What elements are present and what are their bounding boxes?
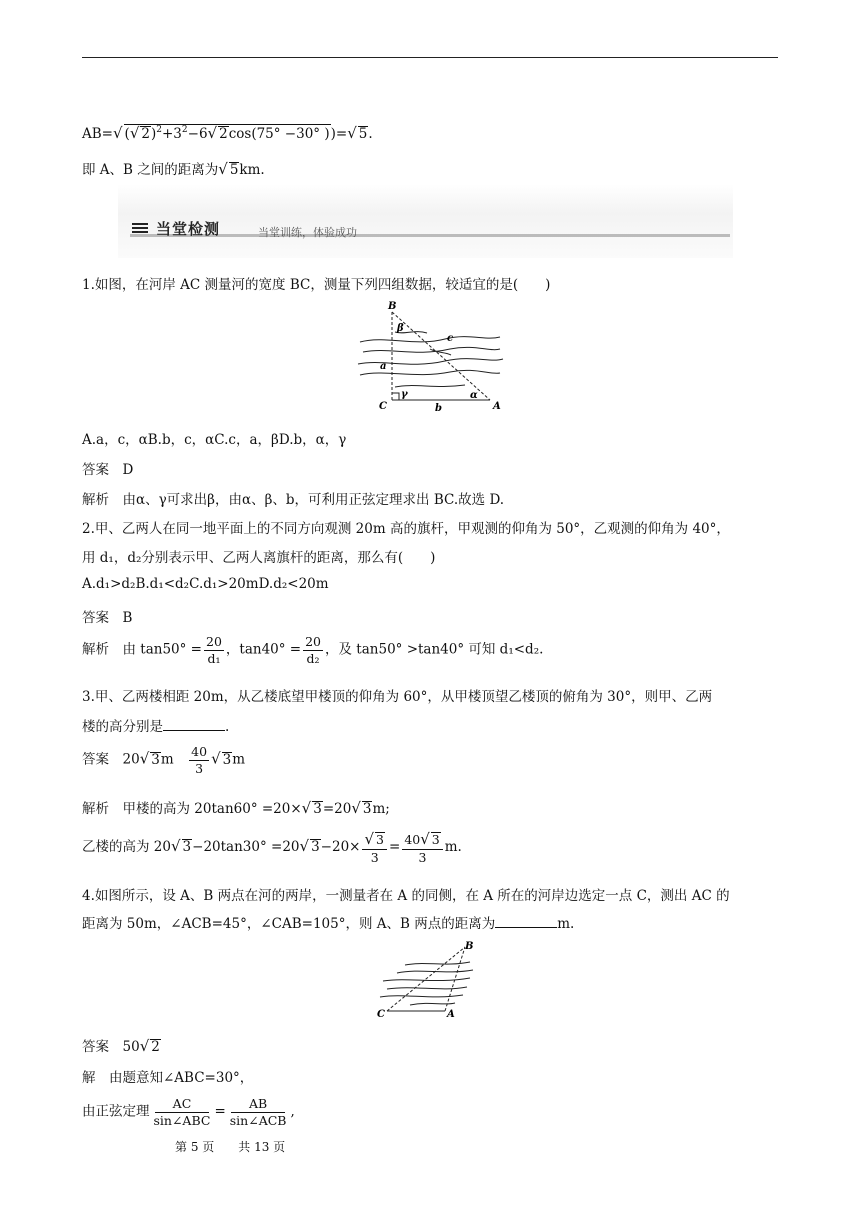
section-banner bbox=[118, 184, 733, 258]
q4-text-line2: 距离为 50m，∠ACB=45°，∠CAB=105°，则 A、B 两点的距离为 m. bbox=[82, 916, 575, 932]
q2-analysis: 解析 由 tan50° = $\frac{20}{\text{d₁}}$ ，tan40° = $\frac{20}{\text{d₂}}$ ，及 tan50° >tan40° 可知 d₁<d₂. bbox=[82, 634, 544, 666]
q4-figure bbox=[375, 937, 485, 1019]
page-footer: 第 5 页 共 13 页 bbox=[175, 1140, 286, 1154]
q1-analysis: 解析 由α、γ可求出β，由α、β、b，可利用正弦定理求出 BC.故选 D. bbox=[82, 492, 505, 508]
q2-text-line2: 用 d₁，d₂分别表示甲、乙两人离旗杆的距离，那么有( ) bbox=[82, 550, 436, 566]
q3-analysis-line2: 乙楼的高为 20√ 3−20tan30° =20√ 3−20× $\frac{√ 3}{3}$ = $\frac{40√ 3}{3}$ m. bbox=[82, 830, 462, 865]
fig2-label-A: A bbox=[447, 1009, 455, 1019]
banner-subtitle: 当堂训练，体验成功 bbox=[258, 226, 357, 239]
q2-options: A.d₁>d₂B.d₁<d₂C.d₁>20mD.d₂<20m bbox=[82, 576, 329, 592]
q4-law-of-sines: 由正弦定理 $\frac{AC}{\text{sin∠ABC}}$ = $\frac{AB}{\text{sin∠ACB}}$ , bbox=[82, 1096, 295, 1128]
fig2-label-B: B bbox=[465, 941, 474, 952]
fig1-label-c: c bbox=[447, 333, 454, 344]
q4-answer: 答案 50√ 2 bbox=[82, 1037, 160, 1055]
fig1-label-beta: β bbox=[397, 323, 404, 334]
fig1-label-gamma: γ bbox=[401, 389, 408, 400]
banner-title: 当堂检测 bbox=[156, 220, 221, 238]
fig1-label-B: B bbox=[388, 301, 397, 312]
q2-answer: 答案 B bbox=[82, 610, 133, 626]
fig1-label-alpha: α bbox=[470, 390, 478, 401]
q3-text-line1: 3.甲、乙两楼相距 20m，从乙楼底望甲楼顶的仰角为 60°，从甲楼顶望乙楼顶的俯角为 30°，则甲、乙两 bbox=[82, 689, 713, 705]
ab-conclusion: 即 A、B 之间的距离为√ 5km. bbox=[82, 160, 265, 178]
fig1-label-b: b bbox=[435, 403, 442, 414]
fig2-label-C: C bbox=[377, 1009, 385, 1019]
q1-answer: 答案 D bbox=[82, 462, 134, 478]
q4-solution: 解 由题意知∠ABC=30°， bbox=[82, 1070, 254, 1086]
q2-text-line1: 2.甲、乙两人在同一地平面上的不同方向观测 20m 高的旗杆，甲观测的仰角为 50°，乙观测的仰角为 40°， bbox=[82, 521, 730, 537]
q3-analysis-line1: 解析 甲楼的高为 20tan60° =20×√ 3=20√ 3m; bbox=[82, 799, 390, 817]
fig1-label-A: A bbox=[493, 401, 501, 412]
q1-text: 1.如图，在河岸 AC 测量河的宽度 BC，测量下列四组数据，较适宜的是( ) bbox=[82, 277, 551, 293]
q3-answer: 答案 20√ 3m $\frac{40}{3}$ √ 3m bbox=[82, 744, 246, 776]
q1-figure bbox=[355, 297, 505, 415]
fig1-label-a: a bbox=[380, 361, 387, 372]
header-rule bbox=[82, 57, 778, 58]
ab-formula: AB=√ (√ $2)^2+3^2-6√$ 2cos(75° −30° ))=√ 5. bbox=[82, 124, 373, 142]
q3-text-line2: 楼的高分别是 . bbox=[82, 719, 230, 735]
q4-text-line1: 4.如图所示，设 A、B 两点在河的两岸，一测量者在 A 的同侧，在 A 所在的河岸边选定一点 C，测出 AC 的 bbox=[82, 888, 730, 904]
q4-blank bbox=[495, 927, 557, 928]
fig1-label-C: C bbox=[379, 401, 387, 412]
q3-blank bbox=[163, 730, 225, 731]
q1-options: A.a，c，αB.b，c，αC.c，a，βD.b，α，γ bbox=[82, 432, 347, 448]
